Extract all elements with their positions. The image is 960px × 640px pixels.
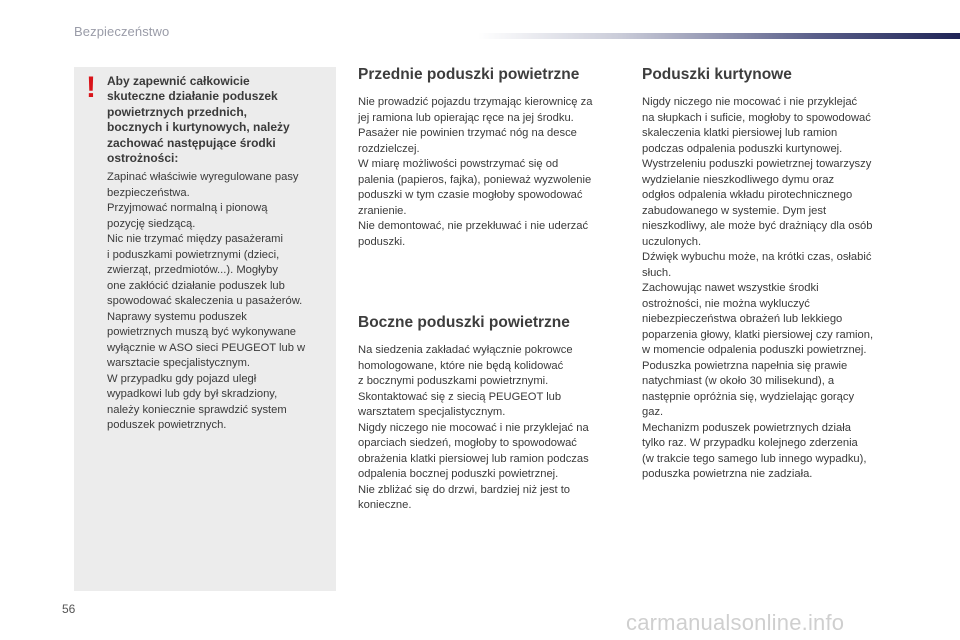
text-line: Skontaktować się z siecią PEUGEOT lub (358, 390, 562, 403)
warning-heading-line: skuteczne działanie poduszek (107, 89, 278, 104)
text-line: Nie demontować, nie przekłuwać i nie uderzać (358, 220, 589, 232)
warning-box (74, 67, 336, 591)
warning-body-line: spowodować skaleczenia u pasażerów. (107, 295, 303, 307)
text-line: poduszka powietrzna nie zadziała. (642, 468, 813, 480)
warning-body-line: poduszek powietrznych. (107, 419, 227, 431)
text-line: Dźwięk wybuchu może, na krótki czas, osłabić (642, 251, 872, 263)
curtain-airbags-text (642, 95, 914, 483)
warning-heading (107, 74, 329, 166)
text-line: Pasażer nie powinien trzymać nóg na desce (358, 127, 577, 139)
text-line: (w trakcie tego samego lub innego wypadku), (642, 452, 867, 465)
warning-body-line: wypadkowi lub gdy był skradziony, (107, 388, 278, 400)
warning-body-line: Nic nie trzymać między pasażerami (107, 233, 283, 245)
text-line: ostrożności, nie można wykluczyć (642, 297, 810, 310)
warning-body-line: Zapinać właściwie wyregulowane pasy (107, 171, 299, 183)
text-line: słuch. (642, 266, 672, 279)
text-line: poduszki w tym czasie mogłoby spowodować (358, 189, 583, 201)
warning-heading-line: Aby zapewnić całkowicie (107, 74, 250, 88)
warning-body-line: należy koniecznie sprawdzić system (107, 403, 287, 416)
warning-heading-line: zachować następujące środki (107, 135, 276, 150)
side-airbags-section (358, 314, 622, 514)
text-line: Wystrzeleniu poduszki powietrznej towarzyszy (642, 158, 872, 170)
text-line: poduszki. (358, 235, 406, 248)
text-line: rozdzielczej. (358, 142, 420, 155)
text-line: Mechanizm poduszek powietrznych działa (642, 421, 851, 434)
side-airbags-title: Boczne poduszki powietrzne (358, 314, 570, 331)
text-line: Nie zbliżać się do drzwi, bardziej niż jest to (358, 483, 571, 496)
text-line: zranienie. (358, 204, 407, 217)
warning-body-line: W przypadku gdy pojazd uległ (107, 372, 257, 385)
header-gradient-rule (478, 33, 960, 39)
text-line: zabudowanego w systemie. Dym jest (642, 204, 827, 217)
text-line: Nie prowadzić pojazdu trzymając kierownicę za (358, 96, 593, 108)
warning-body-line: powietrznych muszą być wykonywane (107, 326, 297, 338)
side-airbags-text (358, 343, 622, 514)
text-line: jej ramiona lub opierając ręce na jej środku. (358, 111, 574, 124)
front-airbags-title: Przednie poduszki powietrzne (358, 66, 580, 83)
warning-heading-line: powietrznych przednich, (107, 104, 248, 119)
warning-body-line: one zakłócić działanie poduszek lub (107, 279, 285, 292)
text-line: Nigdy niczego nie mocować i nie przyklejać (642, 96, 858, 108)
text-line: nieszkodliwy, ale może być drażniący dla osób (642, 220, 873, 232)
text-line: niebezpieczeństwa obrażeń lub lekkiego (642, 313, 843, 325)
text-line: na słupkach i suficie, mogłoby to spowodować (642, 111, 871, 124)
text-line: Zachowując nawet wszystkie środki (642, 282, 819, 294)
text-line: konieczne. (358, 499, 412, 511)
text-line: tylko raz. W przypadku kolejnego zderzenia (642, 437, 858, 449)
text-line: w momencie odpalenia poduszki powietrznej. (642, 344, 867, 356)
front-airbags-text (358, 95, 622, 250)
text-line: obrażenia klatki piersiowej lub ramion podczas (358, 452, 589, 465)
text-line: gaz. (642, 406, 664, 418)
warning-body-line: bezpieczeństwa. (107, 186, 190, 199)
watermark: carmanualsonline.info (626, 610, 845, 635)
text-line: W miarę możliwości powstrzymać się od (358, 158, 559, 170)
text-line: poparzenia głowy, klatki piersiowej czy ramion, (642, 328, 874, 341)
text-line: Poduszka powietrzna napełnia się prawie (642, 359, 848, 372)
text-line: odgłos odpalenia wkładu pirotechnicznego (642, 189, 853, 201)
front-airbags-section (358, 66, 622, 250)
curtain-airbags-title: Poduszki kurtynowe (642, 66, 792, 83)
text-line: natychmiast (w około 30 milisekund), a (642, 375, 835, 387)
text-line: wydzielanie nieszkodliwego dymu oraz (642, 173, 835, 186)
text-line: uczulonych. (642, 235, 702, 248)
text-line: palenia (papieros, fajka), ponieważ wyzwolenie (358, 173, 592, 186)
warning-body-line: pozycję siedzącą. (107, 217, 196, 230)
warning-body-line: wyłącznie w ASO sieci PEUGEOT lub w (107, 341, 306, 354)
warning-body-line: zwierząt, przedmiotów...). Mogłyby (107, 264, 278, 276)
warning-body-line: Naprawy systemu poduszek (107, 310, 247, 323)
warning-body-line: Przyjmować normalną i pionową (107, 202, 268, 214)
warning-heading-line: bocznych i kurtynowych, należy (107, 120, 290, 135)
exclamation-icon: ! (86, 71, 96, 104)
curtain-airbags-section (642, 66, 914, 483)
warning-body (107, 170, 332, 434)
warning-body-line: i poduszkami powietrznymi (dzieci, (107, 248, 280, 261)
text-line: warsztatem specjalistycznym. (358, 406, 506, 418)
text-line: skaleczenia klatki piersiowej lub ramion (642, 127, 838, 139)
page-header-title: Bezpieczeństwo (74, 24, 170, 39)
text-line: Nigdy niczego nie mocować i nie przyklejać na (358, 421, 589, 434)
warning-heading-line: ostrożności: (107, 151, 179, 166)
text-line: odpalenia bocznej poduszki powietrznej. (358, 468, 559, 480)
text-line: Na siedzenia zakładać wyłącznie pokrowce (358, 344, 573, 356)
text-line: podczas odpalenia poduszki kurtynowej. (642, 142, 843, 155)
text-line: oparciach siedzeń, mogłoby to spowodować (358, 437, 577, 449)
text-line: homologowane, które nie będą kolidować (358, 359, 564, 372)
warning-body-line: warsztacie specjalistycznym. (107, 357, 250, 369)
text-line: następnie opróżnia się, wydzielając gorący (642, 390, 855, 403)
text-line: z bocznymi poduszkami powietrznymi. (358, 375, 549, 387)
page-number: 56 (62, 602, 76, 616)
